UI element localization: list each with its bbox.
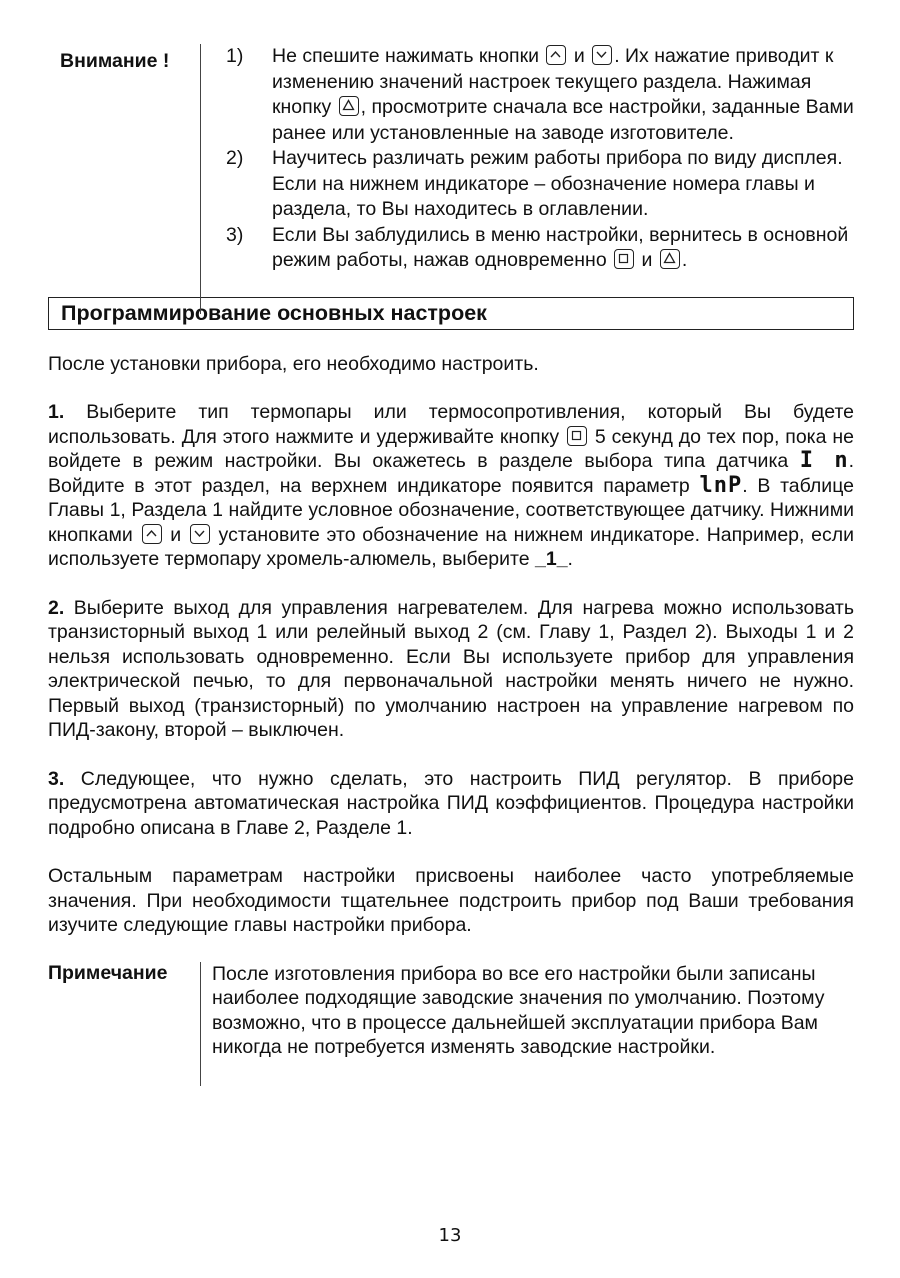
up-key-icon [546, 45, 566, 65]
square-key-icon [614, 249, 634, 269]
attention-item-3 [226, 223, 854, 274]
page-number: 13 [438, 1225, 462, 1246]
note-text: После изготовления прибора во все его настройки были записаны наиболее подходящие заводские значения по умолчанию. Поэтому возможно, что в процессе дальнейшей эксплуатации прибора Вам никогда не потребуется изменять заводские настройки. [212, 962, 825, 1058]
item-text: Научитесь различать режим работы прибора по виду дисплея. Если на нижнем индикаторе – обозначение номера главы и раздела, то Вы находитесь в оглавлении. [272, 147, 843, 220]
step-2-paragraph [48, 596, 854, 743]
text-part: Не спешите нажимать кнопки [272, 45, 545, 67]
item-number: 1) [226, 45, 244, 67]
up-key-icon [142, 524, 162, 544]
step-text: Следующее, что нужно сделать, это настроить ПИД регулятор. В приборе предусмотрена автоматическая настройка ПИД коэффициентов. Процедура настройки подробно описана в Главе 2, Разделе 1. [48, 767, 854, 839]
section-title: Программирование основных настроек [48, 297, 854, 330]
text-part: , просмотрите сначала все настройки, заданные Вами ранее или установленные на заводе изготовителе. [272, 96, 854, 144]
triangle-key-icon [660, 249, 680, 269]
manual-page [48, 44, 854, 1060]
segment-code-inp: lnP [699, 472, 743, 498]
down-key-icon [190, 524, 210, 544]
item-number: 2) [226, 147, 244, 169]
item-text [272, 223, 854, 274]
text-part: . [681, 249, 688, 271]
attention-list [226, 44, 854, 274]
triangle-key-icon [339, 96, 359, 116]
down-key-icon [592, 45, 612, 65]
item-number: 3) [226, 223, 244, 246]
text-part: 5 секунд до тех пор, пока не войдете в режим настройки. Вы окажетесь в разделе выбора типа датчика [48, 425, 855, 472]
segment-code-in: I n [799, 448, 849, 473]
text-part: Если Вы заблудились в меню настройки, вернитесь в основной режим работы, нажав одновременно [272, 223, 849, 271]
text-part: . Войдите в этот раздел, на верхнем индикаторе появится параметр [48, 450, 854, 497]
attention-item-2 [226, 146, 854, 223]
step-1-paragraph [48, 400, 854, 572]
text-part: . [567, 548, 573, 570]
remaining-paragraph: Остальным параметрам настройки присвоены наиболее часто употребляемые значения. При необходимости тщательнее подстроить прибор под Ваши требования изучите следующие главы настройки прибора. [48, 865, 854, 936]
attention-label: Внимание ! [60, 50, 170, 72]
text-part: . Их нажатие приводит к изменению значений настроек текущего раздела. Нажимая кнопку [272, 45, 834, 118]
attention-item-1 [226, 44, 854, 146]
item-text [272, 44, 854, 146]
text-part: и [163, 523, 188, 546]
note-label: Примечание [48, 961, 168, 984]
step-text: Выберите выход для управления нагревателем. Для нагрева можно использовать транзисторный выход 1 или релейный выход 2 (см. Главу 1, Раздел 2). Выходы 1 и 2 нельзя использовать одновременно. Если Вы используете прибор для управления электрической печью, то для первоначальной настройки менять ничего не нужно. Первый выход (транзисторный) по умолчанию настроен на управление нагревом по ПИД-закону, второй – выключен. [48, 596, 854, 741]
step-number: 3. [48, 767, 65, 790]
step-3-paragraph [48, 767, 854, 841]
text-part: установите это обозначение на нижнем индикаторе. Например, если используете термопару хромель-алюмель, выберите [48, 523, 854, 570]
text-part: Выберите тип термопары или термосопротивления, который Вы будете использовать. Для этого нажмите и удерживайте кнопку [48, 401, 854, 448]
sensor-choice: _1_ [535, 548, 568, 570]
step-number: 2. [48, 596, 65, 619]
text-part: и [568, 45, 591, 67]
attention-block [48, 44, 854, 274]
square-key-icon [567, 426, 587, 446]
attention-divider [200, 44, 201, 314]
note-block [48, 962, 854, 1060]
text-part: . В таблице Главы 1, Раздела 1 найдите условное обозначение, соответствующее датчику. Нижними кнопками [48, 474, 854, 546]
step-number: 1. [48, 401, 65, 423]
note-divider [200, 962, 201, 1086]
text-part: и [636, 249, 658, 271]
intro-paragraph: После установки прибора, его необходимо настроить. [48, 352, 539, 375]
